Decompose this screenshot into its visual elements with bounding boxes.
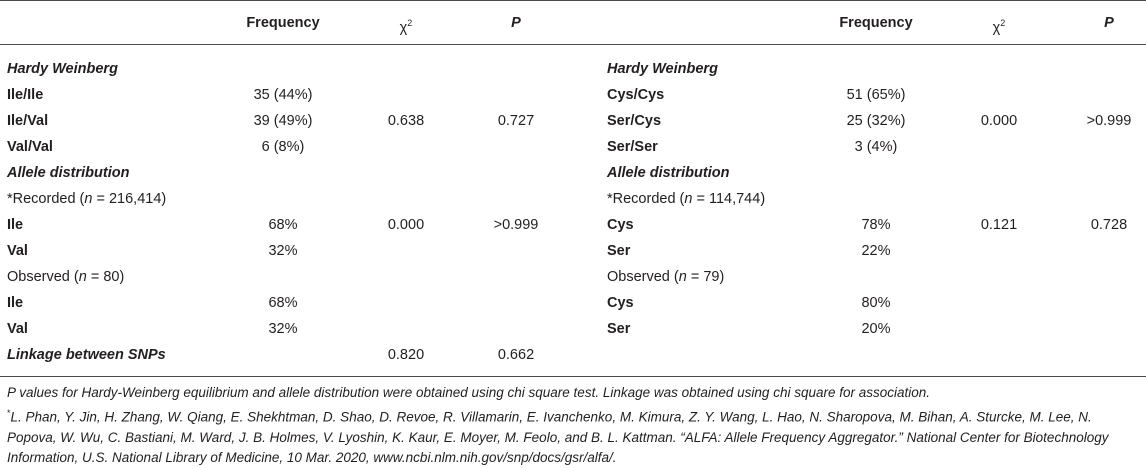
section-title-allele-distribution-right: Allele distribution bbox=[607, 165, 730, 181]
p-value: 0.728 bbox=[1090, 217, 1128, 233]
allele-label: Cys bbox=[607, 217, 634, 233]
header-chi-square-right: $\chi^2$ bbox=[992, 18, 1006, 36]
genotype-frequency: 35 (44%) bbox=[253, 87, 313, 103]
header-p-left: P bbox=[511, 15, 521, 31]
genotype-label: Ile/Ile bbox=[7, 87, 44, 103]
linkage-label: Linkage between SNPs bbox=[7, 347, 166, 363]
table-row bbox=[0, 264, 1146, 290]
section-title-hardy-weinberg-left: Hardy Weinberg bbox=[7, 61, 118, 77]
p-value: >0.999 bbox=[493, 217, 539, 233]
table-row bbox=[0, 316, 1146, 342]
allele-frequency: 78% bbox=[861, 217, 891, 233]
genotype-label: Cys/Cys bbox=[607, 87, 665, 103]
p-value: >0.999 bbox=[1086, 113, 1132, 129]
allele-frequency: 22% bbox=[861, 243, 891, 259]
allele-frequency: 80% bbox=[861, 295, 891, 311]
allele-frequency: 20% bbox=[861, 321, 891, 337]
footnote-citation-text: L. Phan, Y. Jin, H. Zhang, W. Qiang, E. Shekhtman, D. Shao, D. Revoe, R. Villamarin, E. Ivanchenko, M. Kimura, Z. Y. Wang, L. Hao, N. Sharopova, M. Bihan, A. Sturcke, M. Lee, N. Popova, W. Wu, C. Bastiani, M. Ward, J. B. Holmes, V. Lyoshin, K. Kaur, E. Moyer, M. Feolo, and B. L. Kattman. “ALFA: Allele Frequency Aggregator.” National Center for Biotechnology Information, U.S. National Library of Medicine, 10 Mar. 2020, www.ncbi.nlm.nih.gov/snp/docs/gsr/alfa/. bbox=[7, 409, 1109, 465]
allele-label: Ser bbox=[607, 321, 631, 337]
allele-label: Ser bbox=[607, 243, 631, 259]
table-row bbox=[0, 238, 1146, 264]
allele-label: Ile bbox=[7, 295, 24, 311]
footnote-citation bbox=[7, 403, 1143, 468]
allele-label: Val bbox=[7, 243, 28, 259]
header-chi-square-left: $\chi^2$ bbox=[399, 18, 413, 36]
recorded-subheading-right: *Recorded (n = 114,744) bbox=[607, 191, 766, 207]
table-row bbox=[0, 342, 1146, 368]
header-rule bbox=[0, 44, 1146, 45]
table-row bbox=[0, 134, 1146, 160]
allele-frequency: 68% bbox=[268, 295, 298, 311]
allele-label: Cys bbox=[607, 295, 634, 311]
genotype-frequency: 3 (4%) bbox=[854, 139, 898, 155]
observed-subheading-left: Observed (n = 80) bbox=[7, 269, 125, 285]
p-value: 0.662 bbox=[497, 347, 535, 363]
footnote-star: * bbox=[7, 408, 11, 418]
chi-square-value: 0.000 bbox=[387, 217, 425, 233]
genotype-label: Ile/Val bbox=[7, 113, 49, 129]
header-frequency-right: Frequency bbox=[839, 15, 913, 31]
table-header-row bbox=[0, 10, 1146, 36]
allele-frequency: 32% bbox=[268, 321, 298, 337]
chi-square-value: 0.638 bbox=[387, 113, 425, 129]
section-title-allele-distribution-left: Allele distribution bbox=[7, 165, 130, 181]
genotype-label: Ser/Cys bbox=[607, 113, 662, 129]
section-title-hardy-weinberg-right: Hardy Weinberg bbox=[607, 61, 718, 77]
genotype-frequency: 39 (49%) bbox=[253, 113, 313, 129]
table-row bbox=[0, 212, 1146, 238]
table-row bbox=[0, 56, 1146, 82]
p-value: 0.727 bbox=[497, 113, 535, 129]
header-p-right: P bbox=[1104, 15, 1114, 31]
chi-square-value: 0.820 bbox=[387, 347, 425, 363]
table-row bbox=[0, 108, 1146, 134]
allele-frequency: 68% bbox=[268, 217, 298, 233]
table-row bbox=[0, 186, 1146, 212]
top-rule bbox=[0, 0, 1146, 1]
allele-frequency: 32% bbox=[268, 243, 298, 259]
header-frequency-left: Frequency bbox=[246, 15, 320, 31]
chi-square-value: 0.121 bbox=[980, 217, 1018, 233]
bottom-rule bbox=[0, 376, 1146, 377]
allele-label: Val bbox=[7, 321, 28, 337]
table-row bbox=[0, 82, 1146, 108]
footnote-p-values: P values for Hardy-Weinberg equilibrium and allele distribution were obtained using chi square test. Linkage was obtained using chi square for association. bbox=[7, 385, 931, 400]
genotype-frequency: 51 (65%) bbox=[846, 87, 906, 103]
allele-label: Ile bbox=[7, 217, 24, 233]
observed-subheading-right: Observed (n = 79) bbox=[607, 269, 725, 285]
genotype-frequency: 6 (8%) bbox=[261, 139, 305, 155]
table-row bbox=[0, 160, 1146, 186]
recorded-subheading-left: *Recorded (n = 216,414) bbox=[7, 191, 167, 207]
genotype-label: Ser/Ser bbox=[607, 139, 658, 155]
genotype-label: Val/Val bbox=[7, 139, 53, 155]
chi-square-value: 0.000 bbox=[980, 113, 1018, 129]
table-row bbox=[0, 290, 1146, 316]
genotype-frequency: 25 (32%) bbox=[846, 113, 906, 129]
